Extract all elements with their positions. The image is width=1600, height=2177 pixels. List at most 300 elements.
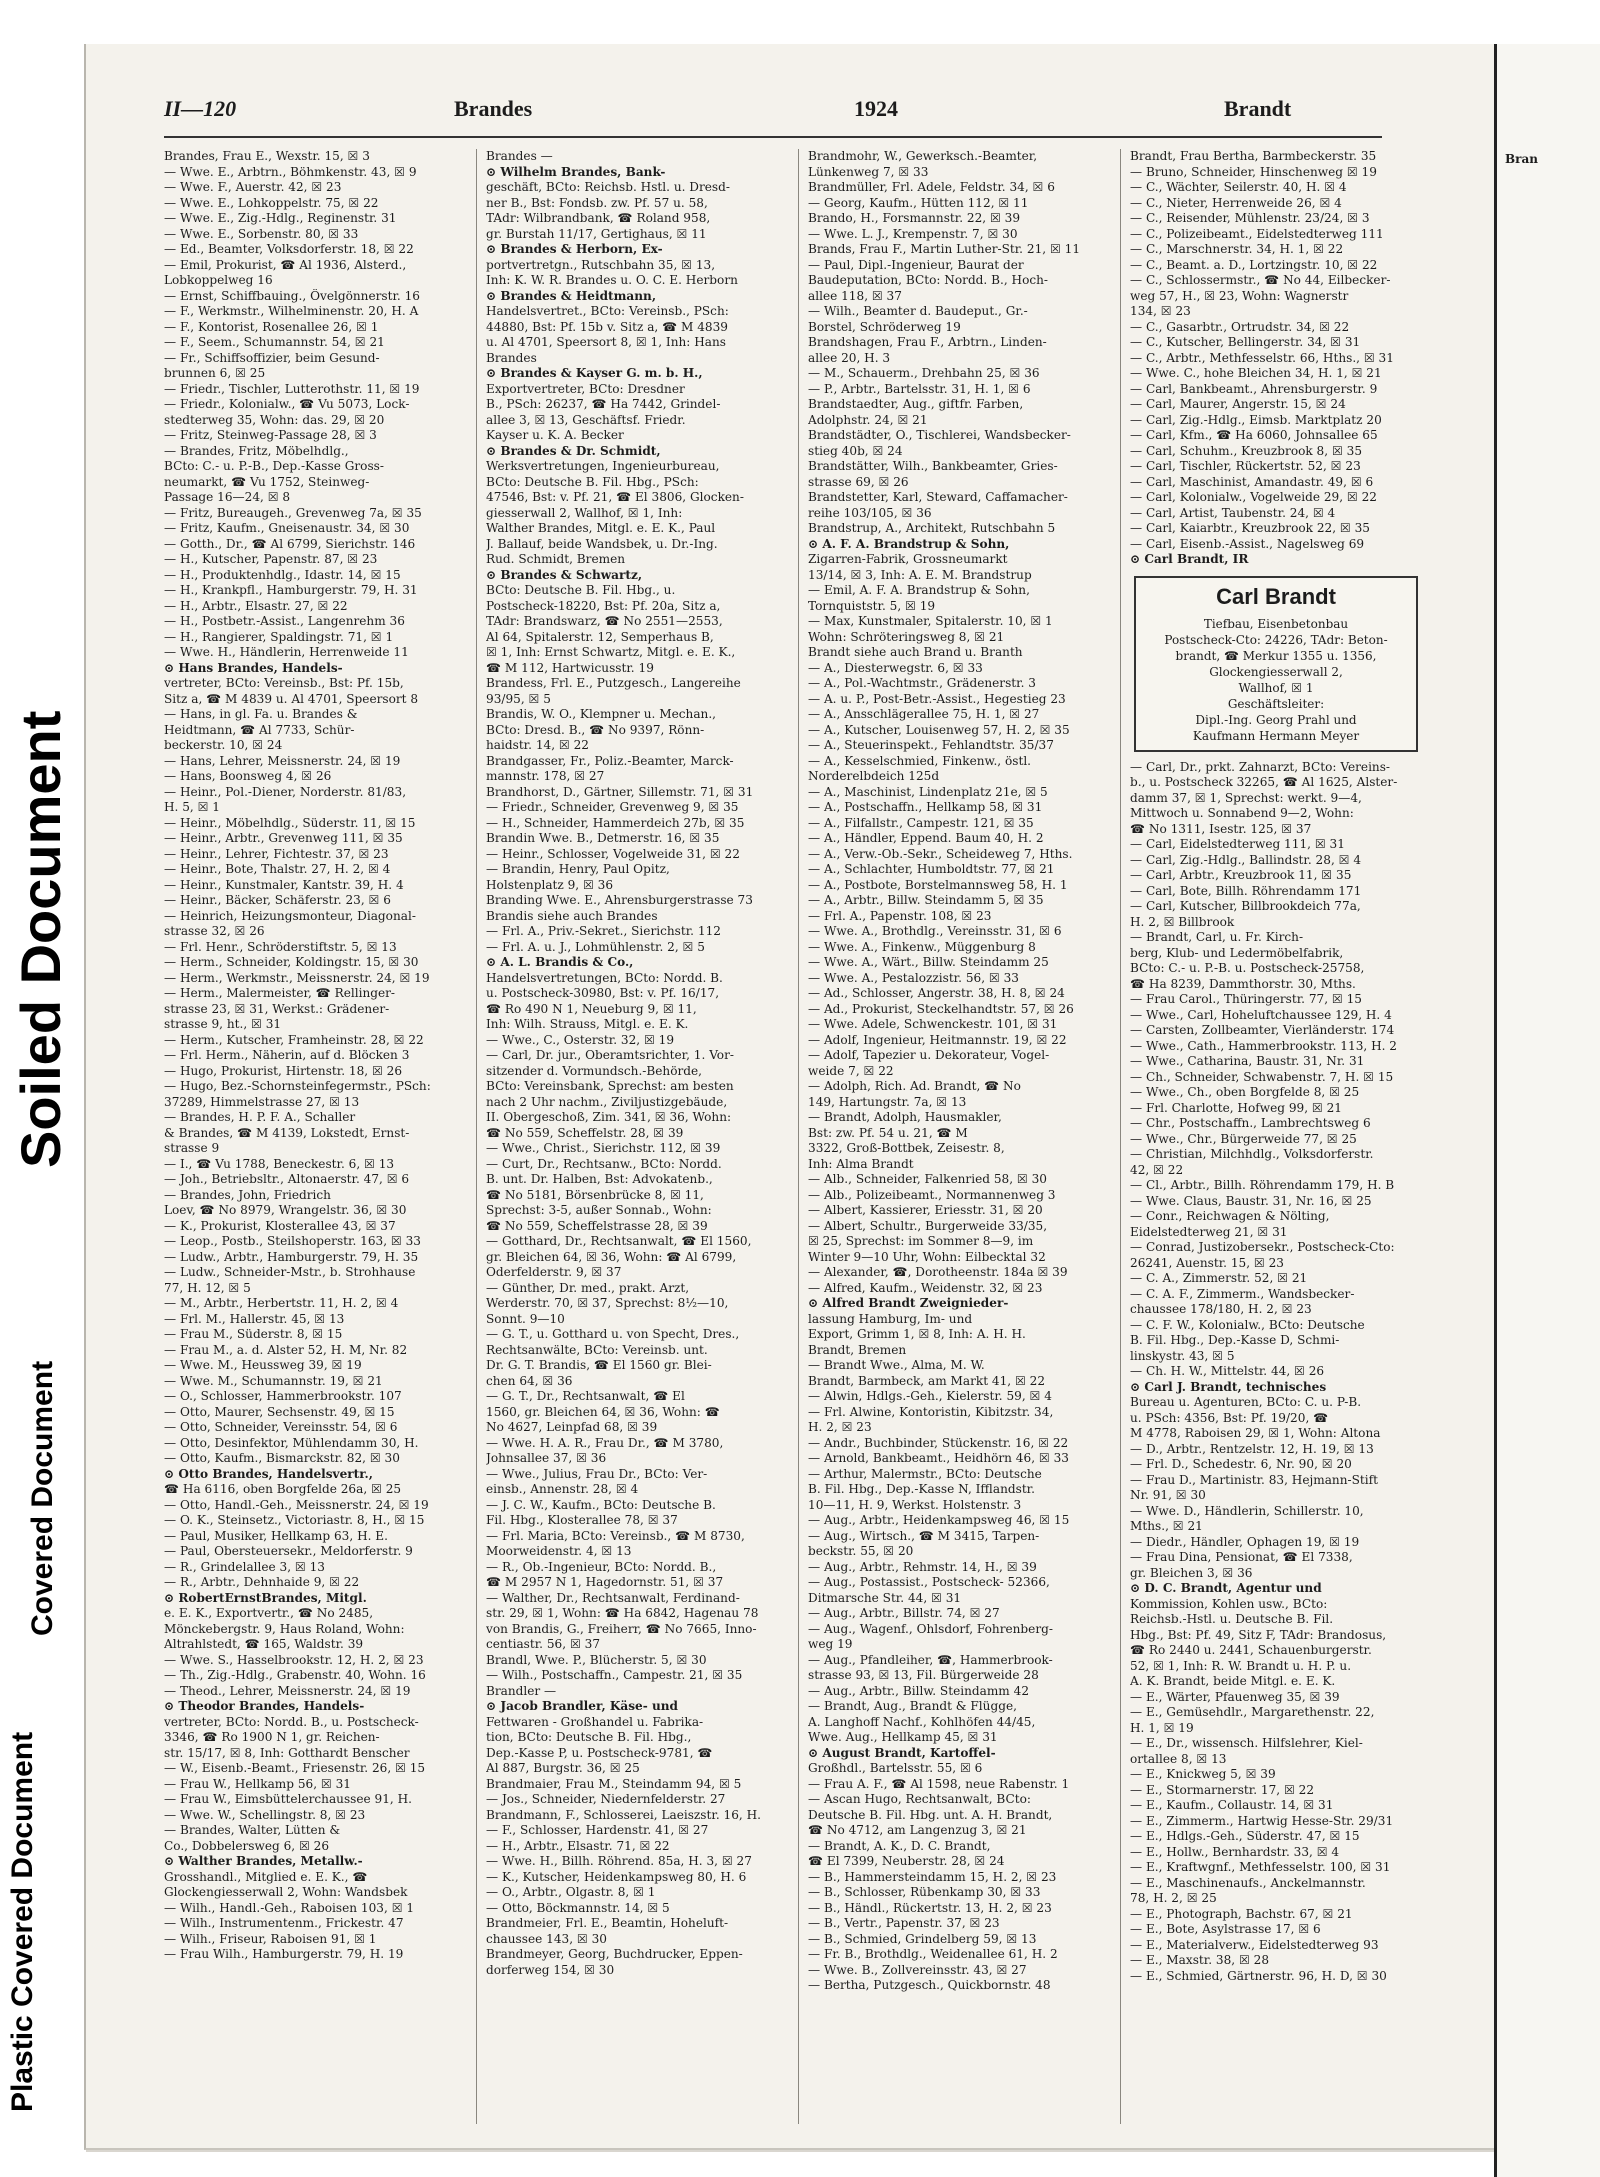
directory-entry-line: Mittwoch u. Sonnabend 9—2, Wohn: — [1130, 806, 1354, 820]
directory-entry-line: J. Ballauf, beide Wandsbek, u. Dr.-Ing. — [486, 536, 718, 551]
directory-entry-line: Brandess, Frl. E., Putzgesch., Langereihe — [486, 676, 741, 690]
directory-entry-line: Fil. Hbg., Klosterallee 78, ☒ 37 — [486, 1513, 678, 1527]
directory-entry-line: — Frau W., Hellkamp 56, ☒ 31 — [164, 1776, 351, 1791]
directory-entry-line: — Brandin, Henry, Paul Opitz, — [486, 862, 670, 876]
directory-entry-line: — Herm., Werkmstr., Meissnerstr. 24, ☒ 19 — [164, 970, 430, 985]
directory-entry-line: — Wwe. E., Arbtrn., Böhmkenstr. 43, ☒ 9 — [164, 164, 417, 179]
directory-entry-line: ⊙ Brandes & Schwartz, — [486, 567, 643, 582]
directory-entry-line: — C. A., Zimmerstr. 52, ☒ 21 — [1130, 1271, 1308, 1285]
directory-entry-line: — G. T., Dr., Rechtsanwalt, ☎ El — [486, 1389, 685, 1403]
directory-entry-line: ⊙ Brandes & Heidtmann, — [486, 288, 657, 303]
directory-entry-line: — Joh., Betriebsltr., Altonaerstr. 47, ☒ 6 — [164, 1172, 410, 1186]
directory-entry-line: — Brandt, A. K., D. C. Brandt, — [808, 1838, 991, 1853]
directory-entry-line: — Heinr., Kunstmaler, Kantstr. 39, H. 4 — [164, 877, 404, 892]
directory-entry-line: allee 118, ☒ 37 — [808, 288, 902, 303]
directory-entry-line: — Wilh., Friseur, Raboisen 91, ☒ 1 — [164, 1931, 377, 1946]
directory-entry-line: strasse 9 — [164, 1141, 220, 1155]
directory-entry-line: neumarkt, ☎ Vu 1752, Steinweg- — [164, 474, 370, 489]
directory-entry-line: — Cl., Arbtr., Billh. Röhrendamm 179, H. B — [1130, 1178, 1395, 1192]
directory-entry-line: — A., Diesterwegstr. 6, ☒ 33 — [808, 660, 983, 675]
directory-entry-line: ⊙ Hans Brandes, Handels- — [164, 660, 343, 675]
directory-entry-line: — F., Schlosser, Hardenstr. 41, ☒ 27 — [486, 1823, 709, 1837]
directory-entry-line: — Heinr., Bäcker, Schäferstr. 23, ☒ 6 — [164, 893, 391, 907]
directory-entry-line: — Wwe. B., Zollvereinsstr. 43, ☒ 27 — [808, 1962, 1027, 1977]
directory-entry-line: — Ad., Prokurist, Steckelhandtstr. 57, ☒ 26 — [808, 1001, 1074, 1016]
directory-entry-line: — E., Bote, Asylstrasse 17, ☒ 6 — [1130, 1922, 1321, 1936]
directory-entry-line: — Otto, Desinfektor, Mühlendamm 30, H. — [164, 1435, 419, 1450]
directory-entry-line: Brandmeyer, Georg, Buchdrucker, Eppen- — [486, 1947, 743, 1961]
directory-entry-line: Dr. G. T. Brandis, ☎ El 1560 gr. Blei- — [486, 1358, 712, 1372]
directory-entry-line: — Frau W., Eimsbüttelerchaussee 91, H. — [164, 1792, 412, 1806]
directory-entry-line: — Gotth., Dr., ☎ Al 6799, Sierichstr. 146 — [164, 536, 416, 551]
directory-entry-line: — M., Arbtr., Herbertstr. 11, H. 2, ☒ 4 — [164, 1296, 399, 1310]
directory-entry-line: Brandes, Frau E., Wexstr. 15, ☒ 3 — [164, 149, 370, 163]
directory-entry-line: — Carl, Maschinist, Amandastr. 49, ☒ 6 — [1130, 474, 1374, 489]
directory-entry-line: mannstr. 178, ☒ 27 — [486, 769, 605, 783]
directory-entry-line: — Heinr., Bote, Thalstr. 27, H. 2, ☒ 4 — [164, 862, 391, 876]
directory-entry-line: — C. F. W., Kolonialw., BCto: Deutsche — [1130, 1317, 1365, 1332]
directory-entry-line: Tornquiststr. 5, ☒ 19 — [808, 598, 936, 613]
directory-entry-line: — H., Arbtr., Elsastr. 71, ☒ 22 — [486, 1838, 670, 1853]
directory-entry-line: ⊙ A. F. A. Brandstrup & Sohn, — [808, 536, 1010, 551]
directory-entry-line: Brandes — — [486, 149, 553, 163]
directory-entry-line: ortallee 8, ☒ 13 — [1130, 1751, 1227, 1766]
directory-entry-line: — Adolf, Tapezier u. Dekorateur, Vogel- — [808, 1048, 1050, 1062]
directory-entry-line: ☎ No 559, Scheffelstrasse 28, ☒ 39 — [486, 1218, 708, 1233]
directory-entry-line: — Wwe., Julius, Frau Dr., BCto: Ver- — [486, 1466, 708, 1481]
directory-entry-line: — Wwe. H., Billh. Röhrend. 85a, H. 3, ☒ 27 — [486, 1854, 752, 1868]
directory-entry-line: damm 37, ☒ 1, Sprechst: werkt. 9—4, — [1130, 790, 1362, 805]
directory-entry-line: 3346, ☎ Ro 1900 N 1, gr. Reichen- — [164, 1730, 380, 1744]
directory-entry-line: Hbg., Bst: Pf. 49, Sitz F, TAdr: Brandosus, — [1130, 1627, 1387, 1642]
directory-entry-line: strasse 23, ☒ 31, Werkst.: Grädener- — [164, 1001, 390, 1016]
directory-entry-line: — F., Kontorist, Rosenallee 26, ☒ 1 — [164, 319, 379, 334]
directory-entry-line: — E., Wärter, Pfauenweg 35, ☒ 39 — [1130, 1689, 1340, 1704]
directory-entry-line: — E., Maxstr. 38, ☒ 28 — [1130, 1953, 1270, 1967]
directory-entry-line: BCto: Vereinsbank, Sprechst: am besten — [486, 1079, 734, 1093]
directory-entry-line: weg 19 — [808, 1637, 853, 1651]
directory-entry-line: berg, Klub- und Ledermöbelfabrik, — [1130, 945, 1344, 960]
directory-entry-line: — A., Postbote, Borstelmannsweg 58, H. 1 — [808, 877, 1068, 892]
directory-entry-line: ☎ Ro 2440 u. 2441, Schauenburgerstr. — [1130, 1643, 1372, 1657]
directory-entry-line: — Aug., Arbtr., Billw. Steindamm 42 — [808, 1683, 1030, 1698]
directory-entry-line: H. 2, ☒ Billbrook — [1130, 914, 1235, 929]
directory-entry-line: tion, BCto: Deutsche B. Fil. Hbg., — [486, 1730, 692, 1744]
directory-entry-line: beckstr. 55, ☒ 20 — [808, 1544, 914, 1558]
directory-entry-line: — Wwe. A., Brothdlg., Vereinsstr. 31, ☒ 6 — [808, 924, 1062, 938]
directory-entry-line: Borstel, Schröderweg 19 — [808, 319, 961, 334]
directory-entry-line: Loev, ☎ No 8979, Wrangelstr. 36, ☒ 30 — [164, 1203, 407, 1217]
directory-entry-line: No 4627, Leinpfad 68, ☒ 39 — [486, 1420, 658, 1434]
ad-line: brandt, ☎ Merkur 1355 u. 1356, — [1175, 648, 1377, 663]
directory-entry-line: ☎ No 5181, Börsenbrücke 8, ☒ 11, — [486, 1187, 704, 1202]
directory-entry-line: 52, ☒ 1, Inh: R. W. Brandt u. H. P. u. — [1130, 1658, 1352, 1673]
directory-entry-line: Adolphstr. 24, ☒ 21 — [808, 412, 928, 427]
directory-entry-line: — E., Stormarnerstr. 17, ☒ 22 — [1130, 1782, 1315, 1797]
directory-entry-line: — A., Steuerinspekt., Fehlandtstr. 35/37 — [808, 738, 1054, 752]
directory-entry-line: Bst: zw. Pf. 54 u. 21, ☎ M — [808, 1125, 968, 1140]
directory-entry-line: — O., Arbtr., Olgastr. 8, ☒ 1 — [486, 1885, 656, 1899]
directory-entry-line: — Curt, Dr., Rechtsanw., BCto: Nordd. — [486, 1156, 722, 1171]
directory-entry-line: stedterweg 35, Wohn: das. 29, ☒ 20 — [164, 412, 385, 427]
directory-entry-line: str. 15/17, ☒ 8, Inh: Gotthardt Benscher — [164, 1745, 410, 1760]
directory-entry-line: — Aug., Postassist., Postscheck- 52366, — [808, 1575, 1050, 1589]
directory-entry-line: — Heinr., Lehrer, Fichtestr. 37, ☒ 23 — [164, 846, 389, 861]
directory-entry-line: Inh: Alma Brandt — [808, 1156, 914, 1171]
directory-entry-line: Walther Brandes, Mitgl. e. E. K., Paul — [486, 521, 716, 535]
page-header — [164, 96, 1382, 138]
directory-entry-line: — Ernst, Schiffbauing., Övelgönnerstr. 16 — [164, 288, 420, 303]
directory-entry-line: 1560, gr. Bleichen 64, ☒ 36, Wohn: ☎ — [486, 1404, 720, 1419]
directory-entry-line: — Emil, Prokurist, ☎ Al 1936, Alsterd., — [164, 257, 407, 272]
directory-entry-line: — E., Schmied, Gärtnerstr. 96, H. D, ☒ 30 — [1130, 1968, 1387, 1983]
directory-entry-line: ☎ M 112, Hartwicusstr. 19 — [486, 660, 654, 675]
directory-entry-line: — Wwe. A., Wärt., Billw. Steindamm 25 — [808, 955, 1049, 969]
directory-entry-line: Brandmaier, Frau M., Steindamm 94, ☒ 5 — [486, 1776, 742, 1791]
directory-entry-line: — Frau A. F., ☎ Al 1598, neue Rabenstr. 1 — [808, 1776, 1070, 1791]
directory-entry-line: — Fr., Schiffsoffizier, beim Gesund- — [164, 350, 380, 365]
ad-line: Postscheck-Cto: 24226, TAdr: Beton- — [1164, 632, 1388, 647]
directory-column-4 — [1130, 149, 1422, 2124]
directory-entry-line: — Wwe. C., hohe Bleichen 34, H. 1, ☒ 21 — [1130, 366, 1382, 380]
directory-entry-line: — Aug., Arbtr., Billstr. 74, ☒ 27 — [808, 1606, 1000, 1620]
directory-entry-line: ⊙ Carl J. Brandt, technisches — [1130, 1379, 1327, 1394]
directory-entry-line: Baudeputation, BCto: Nordd. B., Hoch- — [808, 273, 1049, 287]
directory-entry-line: — B., Schlosser, Rübenkamp 30, ☒ 33 — [808, 1885, 1041, 1899]
directory-entry-line: BCto: Deutsche B. Fil. Hbg., u. — [486, 583, 676, 597]
directory-entry-line: ☎ M 2957 N 1, Hagedornstr. 51, ☒ 37 — [486, 1575, 724, 1589]
directory-entry-line: — Frau M., Süderstr. 8, ☒ 15 — [164, 1327, 343, 1341]
directory-entry-line: — H., Rangierer, Spaldingstr. 71, ☒ 1 — [164, 629, 394, 644]
directory-entry-line: lassung Hamburg, Im- und — [808, 1311, 973, 1326]
directory-entry-line: — Carl, Eisenb.-Assist., Nagelsweg 69 — [1130, 536, 1365, 551]
directory-entry-line: — Wwe. E., Lohkoppelstr. 75, ☒ 22 — [164, 195, 379, 210]
directory-entry-line: — Heinr., Schlosser, Vogelweide 31, ☒ 22 — [486, 846, 740, 861]
directory-entry-line: — Max, Kunstmaler, Spitalerstr. 10, ☒ 1 — [808, 614, 1053, 628]
next-page-fragment: Bran — [1505, 152, 1538, 166]
directory-entry-line: — B., Vertr., Papenstr. 37, ☒ 23 — [808, 1916, 1000, 1930]
directory-entry-line: — R., Arbtr., Dehnhaide 9, ☒ 22 — [164, 1575, 360, 1589]
directory-entry-line: Export, Grimm 1, ☒ 8, Inh: A. H. H. — [808, 1327, 1026, 1341]
directory-entry-line: Brando, H., Forsmannstr. 22, ☒ 39 — [808, 211, 1021, 225]
directory-entry-line: Inh: Wilh. Strauss, Mitgl. e. E. K. — [486, 1017, 689, 1031]
directory-entry-line: Lobkoppelweg 16 — [164, 273, 273, 287]
directory-entry-line: — Paul, Musiker, Hellkamp 63, H. E. — [164, 1528, 388, 1543]
directory-entry-line: ⊙ RobertErnstBrandes, Mitgl. — [164, 1590, 367, 1605]
directory-entry-line: BCto: Dresd. B., ☎ No 9397, Rönn- — [486, 722, 705, 737]
directory-entry-line: — Conrad, Justizobersekr., Postscheck-Cto: — [1130, 1240, 1395, 1254]
directory-entry-line: — Wwe., Carl, Hoheluftchaussee 129, H. 4 — [1130, 1007, 1392, 1022]
directory-entry-line: Brandstrup, A., Architekt, Rutschbahn 5 — [808, 521, 1056, 535]
directory-entry-line: Brandes — [486, 350, 537, 365]
directory-entry-line: — Fritz, Steinweg-Passage 28, ☒ 3 — [164, 428, 377, 442]
directory-entry-line: — C., Kutscher, Bellingerstr. 34, ☒ 31 — [1130, 335, 1361, 349]
directory-entry-line: linskystr. 43, ☒ 5 — [1130, 1348, 1235, 1363]
directory-entry-line: Altrahlstedt, ☎ 165, Waldstr. 39 — [164, 1637, 364, 1651]
directory-entry-line: ☒ 25, Sprechst: im Sommer 8—9, im — [808, 1234, 1034, 1248]
directory-entry-line: — P., Arbtr., Bartelsstr. 31, H. 1, ☒ 6 — [808, 381, 1031, 396]
directory-entry-line: — Friedr., Schneider, Grevenweg 9, ☒ 35 — [486, 800, 739, 814]
header-right-word: Brandt — [1224, 96, 1292, 121]
directory-entry-line: M 4778, Raboisen 29, ☒ 1, Wohn: Altona — [1130, 1426, 1381, 1440]
directory-entry-line: Brandmüller, Frl. Adele, Feldstr. 34, ☒ 6 — [808, 180, 1055, 194]
directory-entry-line: — Wwe. Claus, Baustr. 31, Nr. 16, ☒ 25 — [1130, 1193, 1372, 1208]
directory-entry-line: — E., Kraftwgnf., Methfesselstr. 100, ☒ 31 — [1130, 1860, 1391, 1874]
directory-entry-line: ⊙ Alfred Brandt Zweignieder- — [808, 1296, 1009, 1310]
directory-entry-line: — E., Maschinenaufs., Anckelmannstr. — [1130, 1875, 1366, 1890]
directory-entry-line: — B., Schmied, Grindelberg 59, ☒ 13 — [808, 1931, 1037, 1946]
directory-entry-line: — Fr. B., Brothdlg., Weidenallee 61, H. 2 — [808, 1947, 1058, 1961]
directory-entry-line: — Wilh., Beamter d. Baudeput., Gr.- — [808, 304, 1028, 318]
directory-entry-line: Brandt, Barmbeck, am Markt 41, ☒ 22 — [808, 1373, 1046, 1388]
directory-entry-line: H. 1, ☒ 19 — [1130, 1720, 1194, 1735]
header-year: 1924 — [854, 96, 898, 121]
directory-entry-line: Brandler — — [486, 1683, 557, 1698]
directory-entry-line: II. Obergeschoß, Zim. 341, ☒ 36, Wohn: — [486, 1110, 732, 1124]
directory-entry-line: dorferweg 154, ☒ 30 — [486, 1962, 615, 1977]
directory-entry-line: 149, Hartungstr. 7a, ☒ 13 — [808, 1094, 967, 1109]
directory-entry-line: Brandshagen, Frau F., Arbtrn., Linden- — [808, 335, 1047, 349]
ad-line: Dipl.-Ing. Georg Prahl und — [1195, 712, 1357, 727]
directory-entry-line: A. K. Brandt, beide Mitgl. e. E. K. — [1130, 1674, 1336, 1688]
directory-entry-line: chaussee 178/180, H. 2, ☒ 23 — [1130, 1302, 1312, 1316]
directory-entry-line: — Heinr., Arbtr., Grevenweg 111, ☒ 35 — [164, 831, 403, 845]
directory-entry-line: Sitz a, ☎ M 4839 u. Al 4701, Speersort 8 — [164, 691, 419, 706]
directory-entry-line: — C. A. F., Zimmerm., Wandsbecker- — [1130, 1286, 1355, 1301]
directory-entry-line: — Wwe. L. J., Krempenstr. 7, ☒ 30 — [808, 226, 1018, 241]
directory-entry-line: u. PSch: 4356, Bst: Pf. 19/20, ☎ — [1130, 1410, 1329, 1425]
directory-entry-line: — Frau Carol., Thüringerstr. 77, ☒ 15 — [1130, 992, 1363, 1006]
directory-entry-line: — Ad., Schlosser, Angerstr. 38, H. 8, ☒ 24 — [808, 986, 1065, 1000]
directory-entry-line: — Andr., Buchbinder, Stückenstr. 16, ☒ 22 — [808, 1435, 1069, 1450]
directory-entry-line: — Brandes, John, Friedrich — [164, 1187, 331, 1202]
directory-entry-line: — C., Gasarbtr., Ortrudstr. 34, ☒ 22 — [1130, 319, 1350, 334]
directory-entry-line: — Carl, Kfm., ☎ Ha 6060, Johnsallee 65 — [1130, 428, 1378, 442]
directory-entry-line: Lünkenweg 7, ☒ 33 — [808, 164, 929, 179]
directory-entry-line: Postscheck-18220, Bst: Pf. 20a, Sitz a, — [486, 598, 721, 613]
directory-page — [84, 44, 1496, 2150]
directory-entry-line: — Wwe., Christ., Sierichstr. 112, ☒ 39 — [486, 1141, 721, 1155]
directory-entry-line: H. 2, ☒ 23 — [808, 1420, 872, 1434]
directory-entry-line: ☎ Ha 8239, Dammthorstr. 30, Mths. — [1130, 976, 1356, 991]
directory-entry-line: Oderfelderstr. 9, ☒ 37 — [486, 1265, 622, 1279]
directory-entry-line: — K., Prokurist, Klosterallee 43, ☒ 37 — [164, 1218, 396, 1233]
directory-entry-line: — Herm., Malermeister, ☎ Rellinger- — [164, 986, 396, 1000]
directory-entry-line: 78, H. 2, ☒ 25 — [1130, 1891, 1217, 1905]
directory-entry-line: — G. T., u. Gotthard u. von Specht, Dres., — [486, 1327, 740, 1341]
directory-entry-line: TAdr: Wilbrandbank, ☎ Roland 958, — [486, 211, 711, 225]
directory-entry-line: — Wwe. H., Händlerin, Herrenweide 11 — [164, 645, 409, 659]
directory-entry-line: Reichsb.-Hstl. u. Deutsche B. Fil. — [1130, 1612, 1334, 1626]
directory-entry-line: 93/95, ☒ 5 — [486, 691, 551, 706]
directory-entry-line: — Carl, Zig.-Hdlg., Eimsb. Marktplatz 20 — [1130, 412, 1382, 427]
directory-entry-line: — E., Photograph, Bachstr. 67, ☒ 21 — [1130, 1906, 1353, 1921]
directory-entry-line: — Frl. Alwine, Kontoristin, Kibitzstr. 34, — [808, 1404, 1054, 1419]
directory-entry-line: — Jos., Schneider, Niedernfelderstr. 27 — [486, 1792, 726, 1806]
directory-entry-line: B. unt. Dr. Halben, Bst: Advokatenb., — [486, 1172, 713, 1186]
directory-entry-line: — Arthur, Malermstr., BCto: Deutsche — [808, 1466, 1042, 1481]
directory-entry-line: ⊙ Otto Brandes, Handelsvertr., — [164, 1466, 373, 1481]
directory-entry-line: — Wwe., Chr., Bürgerweide 77, ☒ 25 — [1130, 1131, 1357, 1146]
directory-entry-line: — Frl. A., Papenstr. 108, ☒ 23 — [808, 908, 992, 923]
directory-entry-line: — Theod., Lehrer, Meissnerstr. 24, ☒ 19 — [164, 1683, 411, 1698]
directory-entry-line: — Wwe., Catharina, Baustr. 31, Nr. 31 — [1130, 1054, 1365, 1068]
directory-entry-line: einsb., Annenstr. 28, ☒ 4 — [486, 1482, 639, 1496]
directory-entry-line: — Aug., Pfandleiher, ☎, Hammerbrook- — [808, 1652, 1053, 1667]
directory-entry-line: — Wwe., Cath., Hammerbrookstr. 113, H. 2 — [1130, 1038, 1398, 1053]
carl-brandt-advertisement — [1134, 576, 1418, 752]
directory-entry-line: — J. C. W., Kaufm., BCto: Deutsche B. — [486, 1497, 716, 1512]
directory-entry-line: nach 2 Uhr nachm., Ziviljustizgebäude, — [486, 1094, 728, 1109]
directory-entry-line: — Adolph, Rich. Ad. Brandt, ☎ No — [808, 1079, 1021, 1093]
directory-entry-line: — A., Händler, Eppend. Baum 40, H. 2 — [808, 831, 1044, 845]
directory-entry-line: — A., Ansschlägerallee 75, H. 1, ☒ 27 — [808, 707, 1040, 721]
column-divider — [798, 149, 799, 2124]
directory-entry-line: ⊙ Brandes & Dr. Schmidt, — [486, 443, 661, 458]
directory-entry-line: — Hans, Lehrer, Meissnerstr. 24, ☒ 19 — [164, 753, 401, 768]
directory-entry-line: — Carl, Kutscher, Billbrookdeich 77a, — [1130, 899, 1361, 913]
directory-entry-line: — D., Arbtr., Rentzelstr. 12, H. 19, ☒ 13 — [1130, 1441, 1374, 1456]
directory-entry-line: — Paul, Obersteuersekr., Meldorferstr. 9 — [164, 1544, 413, 1558]
directory-entry-line: — Wwe. E., Sorbenstr. 80, ☒ 33 — [164, 226, 359, 241]
directory-entry-line: — H., Kutscher, Papenstr. 87, ☒ 23 — [164, 552, 378, 566]
directory-entry-line: — O. K., Steinsetz., Victoriastr. 8, H., ☒ 15 — [164, 1513, 425, 1527]
directory-entry-line: — Heinrich, Heizungsmonteur, Diagonal- — [164, 908, 416, 923]
directory-entry-line: ☎ Ro 490 N 1, Neueburg 9, ☒ 11, — [486, 1001, 697, 1016]
directory-entry-line: u. Postscheck-30980, Bst: v. Pf. 16/17, — [486, 986, 720, 1000]
directory-entry-line: — Hans, in gl. Fa. u. Brandes & — [164, 707, 358, 721]
directory-entry-line: — C., Beamt. a. D., Lortzingstr. 10, ☒ 22 — [1130, 257, 1378, 272]
directory-entry-line: Rechtsanwälte, BCto: Vereinsb. unt. — [486, 1342, 708, 1357]
directory-entry-line: u. Al 4701, Speersort 8, ☒ 1, Inh: Hans — [486, 335, 726, 349]
directory-entry-line: Werderstr. 70, ☒ 37, Sprechst: 8½—10, — [486, 1296, 729, 1310]
directory-column-3 — [808, 149, 1100, 2124]
directory-entry-line: 44880, Bst: Pf. 15b v. Sitz a, ☎ M 4839 — [486, 319, 729, 334]
directory-entry-line: ☎ El 7399, Neuberstr. 28, ☒ 24 — [808, 1854, 1005, 1868]
directory-entry-line: — Wwe. W., Schellingstr. 8, ☒ 23 — [164, 1807, 366, 1822]
directory-entry-line: Brandstaedter, Aug., giftfr. Farben, — [808, 397, 1024, 411]
directory-entry-line: — C., Nieter, Herrenweide 26, ☒ 4 — [1130, 195, 1342, 210]
directory-entry-line: Grosshandl., Mitglied e. E. K., ☎ — [164, 1869, 368, 1884]
directory-entry-line: 37289, Himmelstrasse 27, ☒ 13 — [164, 1094, 360, 1109]
directory-entry-line: — Wwe. Adele, Schwenckestr. 101, ☒ 31 — [808, 1017, 1058, 1031]
directory-entry-line: — Ludw., Schneider-Mstr., b. Strohhause — [164, 1265, 416, 1279]
directory-entry-line: — H., Postbetr.-Assist., Langenrehm 36 — [164, 614, 405, 628]
directory-entry-line: Al 887, Burgstr. 36, ☒ 25 — [486, 1761, 640, 1775]
directory-entry-line: — A., Pol.-Wachtmstr., Grädenerstr. 3 — [808, 676, 1036, 690]
directory-entry-line: — Frau M., a. d. Alster 52, H. M, Nr. 82 — [164, 1342, 408, 1357]
directory-entry-line: Brands, Frau F., Martin Luther-Str. 21, ☒ 11 — [808, 242, 1081, 256]
directory-entry-line: — Brandt, Carl, u. Fr. Kirch- — [1130, 930, 1304, 944]
directory-entry-line: weide 7, ☒ 22 — [808, 1063, 894, 1078]
directory-entry-line: — M., Schauerm., Drehbahn 25, ☒ 36 — [808, 366, 1040, 380]
directory-entry-line: — Brandes, Fritz, Möbelhdlg., — [164, 443, 349, 458]
directory-entry-line: Passage 16—24, ☒ 8 — [164, 490, 291, 504]
directory-entry-line: ⊙ D. C. Brandt, Agentur und — [1130, 1581, 1322, 1595]
directory-entry-line: — Carl, Tischler, Rückertstr. 52, ☒ 23 — [1130, 459, 1361, 473]
directory-entry-line: B. Fil. Hbg., Dep.-Kasse D, Schmi- — [1130, 1333, 1340, 1347]
directory-entry-line: Ditmarsche Str. 44, ☒ 31 — [808, 1590, 962, 1605]
directory-entry-line: Branding Wwe. E., Ahrensburgerstrasse 73 — [486, 893, 753, 907]
directory-entry-line: e. E. K., Exportvertr., ☎ No 2485, — [164, 1606, 374, 1620]
directory-entry-line: — Heinr., Möbelhdlg., Süderstr. 11, ☒ 15 — [164, 815, 416, 830]
directory-entry-line: — C., Schlossermstr., ☎ No 44, Eilbecker- — [1130, 273, 1391, 287]
directory-entry-line: — Wwe. M., Schumannstr. 19, ☒ 21 — [164, 1373, 383, 1388]
directory-entry-line: ⊙ Wilhelm Brandes, Bank- — [486, 164, 666, 179]
directory-entry-line: — F., Werkmstr., Wilhelminenstr. 20, H. A — [164, 304, 419, 318]
directory-entry-line: — H., Arbtr., Elsastr. 27, ☒ 22 — [164, 598, 348, 613]
directory-entry-line: — A., Postschaffn., Hellkamp 58, ☒ 31 — [808, 800, 1043, 814]
directory-entry-line: — Frau Dina, Pensionat, ☎ El 7338, — [1130, 1550, 1353, 1564]
directory-entry-line: B., PSch: 26237, ☎ Ha 7442, Grindel- — [486, 397, 721, 411]
directory-entry-line: strasse 32, ☒ 26 — [164, 924, 265, 938]
directory-entry-line: ⊙ Jacob Brandler, Käse- und — [486, 1699, 678, 1713]
directory-entry-line: Großhdl., Bartelsstr. 55, ☒ 6 — [808, 1761, 983, 1775]
directory-entry-line: ⊙ Brandes & Kayser G. m. b. H., — [486, 366, 703, 380]
directory-entry-line: ⊙ August Brandt, Kartoffel- — [808, 1745, 996, 1760]
directory-entry-line: 10—11, H. 9, Werkst. Holstenstr. 3 — [808, 1497, 1022, 1512]
directory-entry-line: — Ch., Schneider, Schwabenstr. 7, H. ☒ 15 — [1130, 1069, 1394, 1084]
directory-entry-line: — Günther, Dr. med., prakt. Arzt, — [486, 1280, 690, 1295]
directory-entry-line: — E., Materialverw., Eidelstedterweg 93 — [1130, 1937, 1379, 1952]
directory-entry-line: — E., Hdlgs.-Geh., Süderstr. 47, ☒ 15 — [1130, 1829, 1360, 1843]
directory-entry-line: — Carl, Kolonialw., Vogelweide 29, ☒ 22 — [1130, 490, 1378, 504]
covered-document-label: Covered Document — [26, 1360, 59, 1636]
directory-entry-line: — A., Kesselschmied, Finkenw., östl. — [808, 753, 1032, 768]
directory-entry-line: strasse 93, ☒ 13, Fil. Bürgerweide 28 — [808, 1668, 1039, 1682]
directory-entry-line: Zigarren-Fabrik, Grossneumarkt — [808, 552, 1008, 566]
directory-entry-line: Deutsche B. Fil. Hbg. unt. A. H. Brandt, — [808, 1807, 1053, 1822]
directory-entry-line: Brandmohr, W., Gewerksch.-Beamter, — [808, 149, 1038, 163]
next-page-edge — [1494, 44, 1600, 2177]
directory-entry-line: Wohn: Schröteringsweg 8, ☒ 21 — [808, 629, 1005, 644]
directory-entry-line: — I., ☎ Vu 1788, Beneckestr. 6, ☒ 13 — [164, 1156, 395, 1171]
directory-entry-line: — O., Schlosser, Hammerbrookstr. 107 — [164, 1389, 402, 1403]
directory-entry-line: Inh: K. W. R. Brandes u. O. C. E. Herborn — [486, 273, 738, 287]
directory-entry-line: B. Fil. Hbg., Dep.-Kasse N, Ifflandstr. — [808, 1482, 1035, 1496]
directory-entry-line: — Alfred, Kaufm., Weidenstr. 32, ☒ 23 — [808, 1280, 1043, 1295]
directory-entry-line: — Otto, Kaufm., Bismarckstr. 82, ☒ 30 — [164, 1451, 400, 1465]
directory-entry-line: — Carl, Dr. jur., Oberamtsrichter, 1. Vor- — [486, 1048, 734, 1062]
directory-entry-line: str. 29, ☒ 1, Wohn: ☎ Ha 6842, Hagenau 78 — [486, 1606, 759, 1620]
directory-entry-line: — A., Maschinist, Lindenplatz 21e, ☒ 5 — [808, 784, 1048, 799]
directory-entry-line: & Brandes, ☎ M 4139, Lokstedt, Ernst- — [164, 1125, 410, 1140]
directory-entry-line: — Alb., Polizeibeamt., Normannenweg 3 — [808, 1187, 1056, 1202]
directory-entry-line: ⊙ A. L. Brandis & Co., — [486, 955, 634, 969]
directory-entry-line: Glockengiesserwall 2, Wohn: Wandsbek — [164, 1885, 408, 1899]
directory-entry-line: 77, H. 12, ☒ 5 — [164, 1280, 251, 1295]
directory-entry-line: — Carl, Bankbeamt., Ahrensburgerstr. 9 — [1130, 381, 1378, 396]
ad-line: Glockengiesserwall 2, — [1209, 664, 1343, 679]
directory-entry-line: — Bruno, Schneider, Hinschenweg ☒ 19 — [1130, 164, 1377, 179]
directory-entry-line: — Emil, A. F. A. Brandstrup & Sohn, — [808, 583, 1030, 597]
directory-entry-line: brunnen 6, ☒ 25 — [164, 366, 266, 380]
directory-entry-line: — W., Eisenb.-Beamt., Friesenstr. 26, ☒ 15 — [164, 1761, 426, 1775]
directory-entry-line: — E., Kaufm., Collaustr. 14, ☒ 31 — [1130, 1798, 1334, 1812]
directory-entry-line: geschäft, BCto: Reichsb. Hstl. u. Dresd- — [486, 180, 730, 194]
directory-entry-line: — Wwe. H. A. R., Frau Dr., ☎ M 3780, — [486, 1435, 724, 1450]
directory-entry-line: — Carl, Schuhm., Kreuzbrook 8, ☒ 35 — [1130, 443, 1363, 458]
directory-entry-line: — E., Hollw., Bernhardstr. 33, ☒ 4 — [1130, 1844, 1340, 1859]
directory-entry-line: Bureau u. Agenturen, BCto: C. u. P-B. — [1130, 1395, 1362, 1409]
directory-entry-line: — C., Arbtr., Methfesselstr. 66, Hths., ☒ 31 — [1130, 350, 1394, 365]
directory-entry-line: — Alexander, ☎, Dorotheenstr. 184a ☒ 39 — [808, 1265, 1068, 1279]
directory-entry-line: — Frl. Henr., Schröderstiftstr. 5, ☒ 13 — [164, 939, 397, 954]
directory-entry-line: Mths., ☒ 21 — [1130, 1519, 1203, 1533]
directory-entry-line: Heidtmann, ☎ Al 7733, Schür- — [164, 722, 355, 737]
directory-entry-line: — Hugo, Bez.-Schornsteinfegermstr., PSch: — [164, 1079, 431, 1093]
directory-entry-line: — Frl. D., Schedestr. 6, Nr. 90, ☒ 20 — [1130, 1457, 1352, 1471]
